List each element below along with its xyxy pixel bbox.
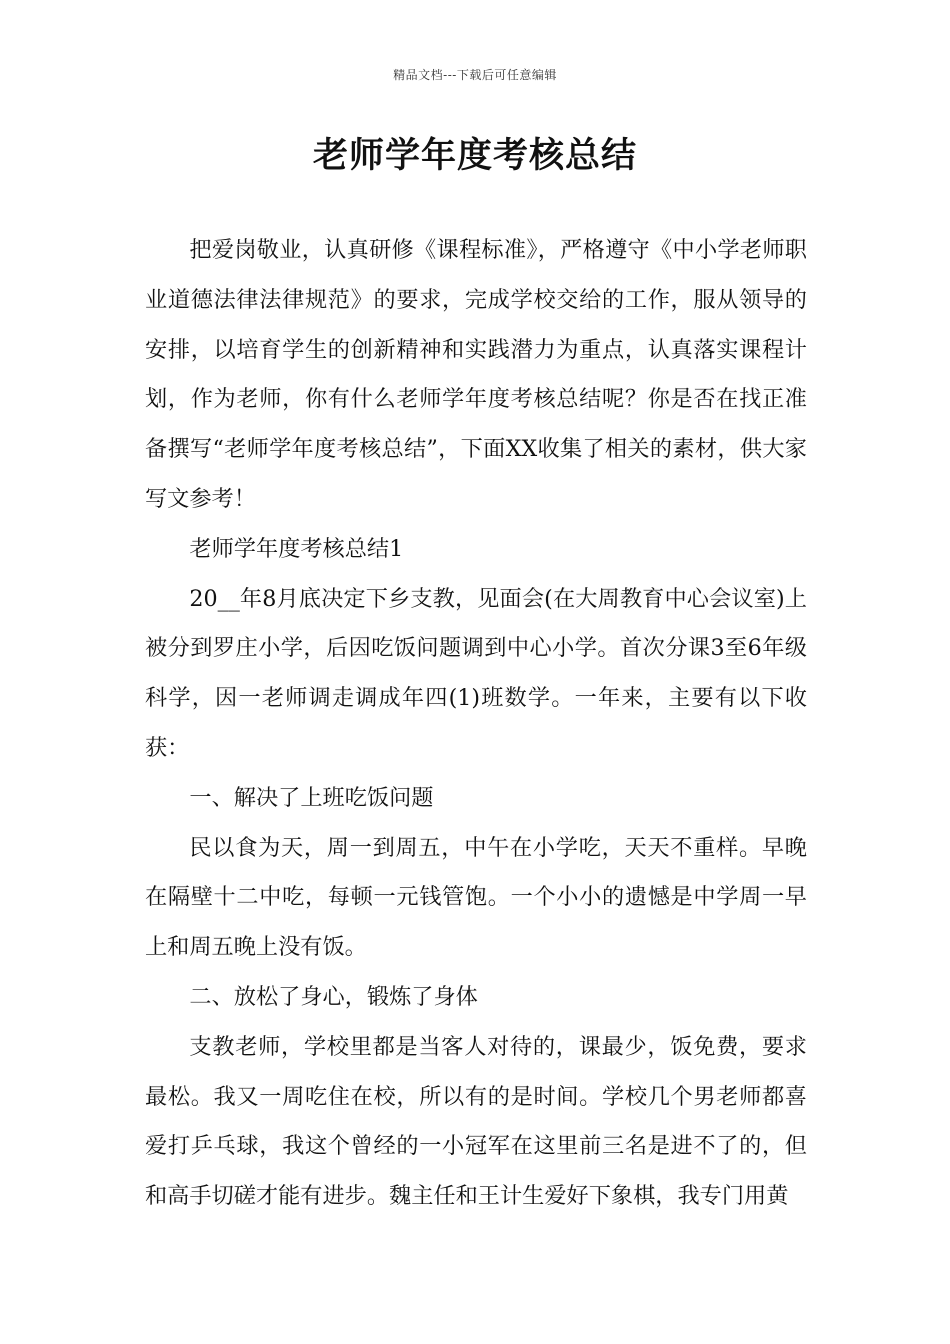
section-heading-1: 老师学年度考核总结1: [189, 535, 404, 562]
paragraph-meals: 民以食为天，周一到周五，中午在小学吃，天天不重样。早晚在隔壁十二中吃，每顿一元钱管饱。一个小小的遗憾是中学周一早上和周五晚上没有饭。: [145, 834, 807, 961]
paragraph-intro: 把爱岗敬业，认真研修《课程标准》，严格遵守《中小学老师职业道德法律法律规范》的要求，完成学校交给的工作，服从领导的安排，以培育学生的创新精神和实践潜力为重点，认真落实课程计划，作为老师，你有什么老师学年度考核总结呢？你是否在找正准备撰写“老师学年度考核总结”，下面XX收集了相关的素材，供大家写文参考！: [145, 237, 807, 512]
section-heading-health: 二、放松了身心，锻炼了身体: [189, 983, 478, 1010]
document-body: [145, 226, 807, 1222]
paragraph-health: 支教老师，学校里都是当客人对待的，课最少，饭免费，要求最松。我又一周吃住在校，所以有的是时间。学校几个男老师都喜爱打乒乓球，我这个曾经的一小冠军在这里前三名是进不了的，但和高手切磋才能有进步。魏主任和王计生爱好下象棋，我专门用黄: [145, 1033, 807, 1210]
document-title: 老师学年度考核总结: [312, 136, 637, 176]
paragraph-background: 20__年8月底决定下乡支教，见面会(在大周教育中心会议室)上被分到罗庄小学，后因吃饭问题调到中心小学。首次分课3至6年级科学，因一老师调走调成年四(1)班数学。一年来，主要有以下收获：: [145, 585, 807, 761]
page-header: 精品文档---下载后可任意编辑: [393, 68, 557, 82]
section-heading-meals: 一、解决了上班吃饭问题: [189, 784, 434, 811]
